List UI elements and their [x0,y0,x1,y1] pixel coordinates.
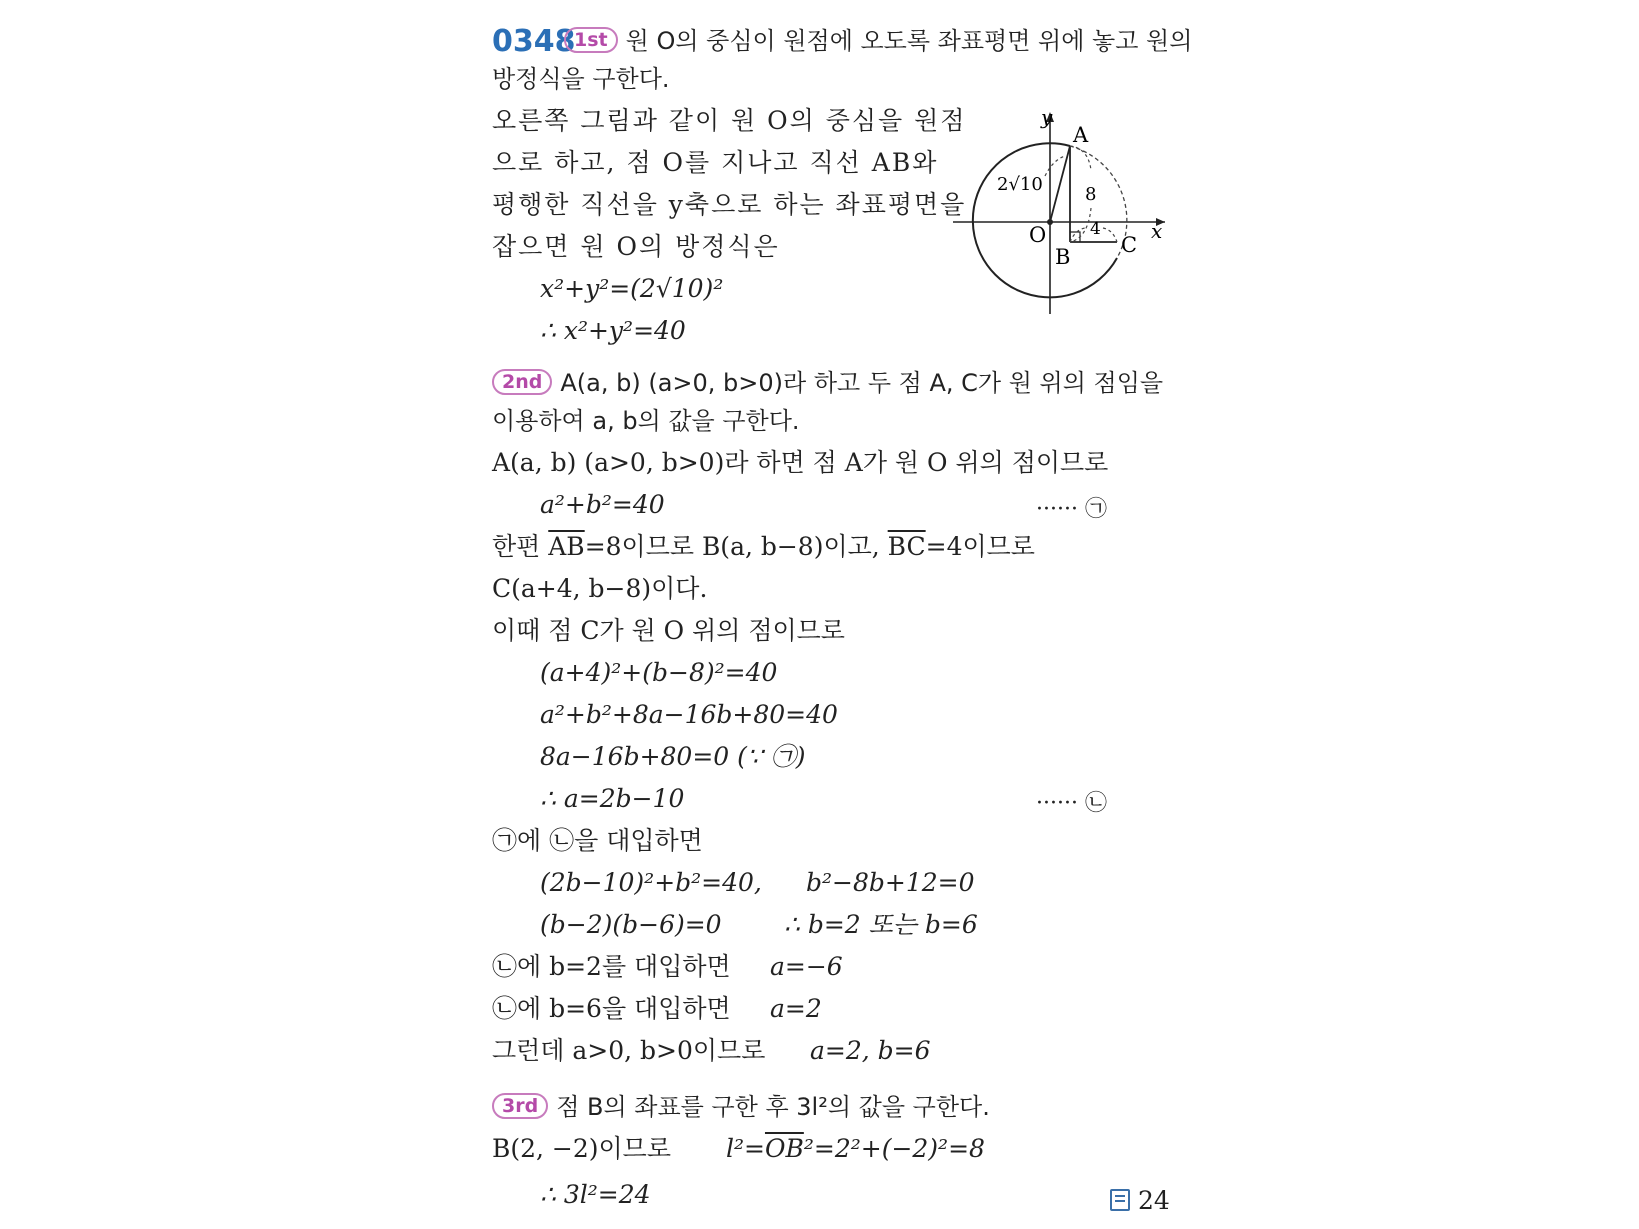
text-line-3: 평행한 직선을 y축으로 하는 좌표평면을 [492,190,967,219]
brace-4-right [1103,228,1117,242]
text-line-22 [726,1132,985,1166]
text-line-2: 으로 하고, 점 O를 지나고 직선 AB와 [492,148,939,177]
step-3-text: 점 B의 좌표를 구한 후 3l²의 값을 구한다. [556,1093,990,1121]
label-4: 4 [1090,219,1101,239]
equation-circle-2: ∴ x²+y²=40 [540,316,686,345]
text-line-9e: =4이므로 [925,532,1035,561]
equation-6a: (2b−10)²+b²=40, [540,868,762,897]
segment-BC-label: $\overline{BC}$ [887,532,926,561]
text-line-21a: 그런데 a>0, b>0이므로 [492,1036,766,1065]
text-line-19a: ㉡에 b=2를 대입하면 [492,952,731,981]
label-A: A [1073,123,1089,147]
step-1-line-1 [564,24,1192,58]
step-1-text-1: 원 O의 중심이 원점에 오도록 좌표평면 위에 놓고 원의 [625,27,1193,55]
text-line-4: 잡으면 원 O의 방정식은 [492,232,780,261]
step-2-line-1 [492,366,1163,400]
equation-6b: b²−8b+12=0 [806,868,975,897]
label-y: y [1041,108,1053,129]
label-C: C [1121,233,1138,257]
text-line-19b: a=−6 [770,952,843,981]
equation-circle-1: x²+y²=(2√10)² [540,274,724,303]
text-line-9 [492,530,1035,564]
step-2-text-1: A(a, b) (a>0, b>0)라 하고 두 점 A, C가 원 위의 점임을 [560,369,1164,397]
text-line-9a: 한편 [492,532,549,561]
step-3-line [492,1090,990,1124]
text-line-21b: a=2, b=6 [810,1036,931,1065]
equation-2: (a+4)²+(b−8)²=40 [540,658,778,687]
text-line-22a: B(2, −2)이므로 [492,1134,671,1163]
brace-8-top [1070,146,1091,170]
text-line-22d: ²=2²+(−2)²=8 [803,1134,985,1163]
equation-1: a²+b²=40 [540,490,665,519]
text-line-9c: =8이므로 B(a, b−8)이고, [584,532,888,561]
text-line-20a: ㉡에 b=6을 대입하면 [492,994,731,1023]
text-line-11: 이때 점 C가 원 O 위의 점이므로 [492,616,845,645]
text-line-10: C(a+4, b−8)이다. [492,574,708,603]
tag-2: ······ ㉡ [1036,791,1107,816]
circle-figure [945,108,1170,323]
point-O [1047,219,1053,225]
equation-3: a²+b²+8a−16b+80=40 [540,700,838,729]
text-line-16: ㉠에 ㉡을 대입하면 [492,826,703,855]
text-line-1: 오른쪽 그림과 같이 원 O의 중심을 원점 [492,106,967,135]
equation-7b: ∴ b=2 또는 b=6 [784,910,978,939]
label-B: B [1055,245,1071,269]
tag-1: ······ ㉠ [1036,497,1107,522]
problem-number: 0348 [492,24,576,59]
label-8: 8 [1085,184,1097,205]
answer-value: 24 [1138,1186,1170,1215]
answer-icon [1110,1189,1130,1211]
step-1-badge: 1st [564,27,618,53]
equation-5: ∴ a=2b−10 [540,784,685,813]
step-2-text-2: 이용하여 a, b의 값을 구한다. [492,407,800,435]
brace-4-left [1070,228,1085,242]
answer [1110,1186,1170,1215]
segment-AB-label: $\overline{AB}$ [548,532,585,561]
label-O: O [1029,223,1047,247]
text-line-22b: l²= [726,1134,765,1163]
step-3-badge: 3rd [492,1093,548,1119]
equation-4: 8a−16b+80=0 (∵ ㉠) [540,742,806,771]
equation-7a: (b−2)(b−6)=0 [540,910,722,939]
final-equation: ∴ 3l²=24 [540,1180,651,1209]
text-line-20b: a=2 [770,994,822,1023]
segment-OB-label: $\overline{OB}$ [764,1134,804,1163]
label-radius: 2√10 [997,174,1043,195]
label-x: x [1151,219,1163,243]
step-2-badge: 2nd [492,369,552,395]
segment-OA [1050,146,1070,222]
text-line-7: A(a, b) (a>0, b>0)라 하면 점 A가 원 O 위의 점이므로 [492,448,1109,477]
step-1-text-2: 방정식을 구한다. [492,65,670,93]
